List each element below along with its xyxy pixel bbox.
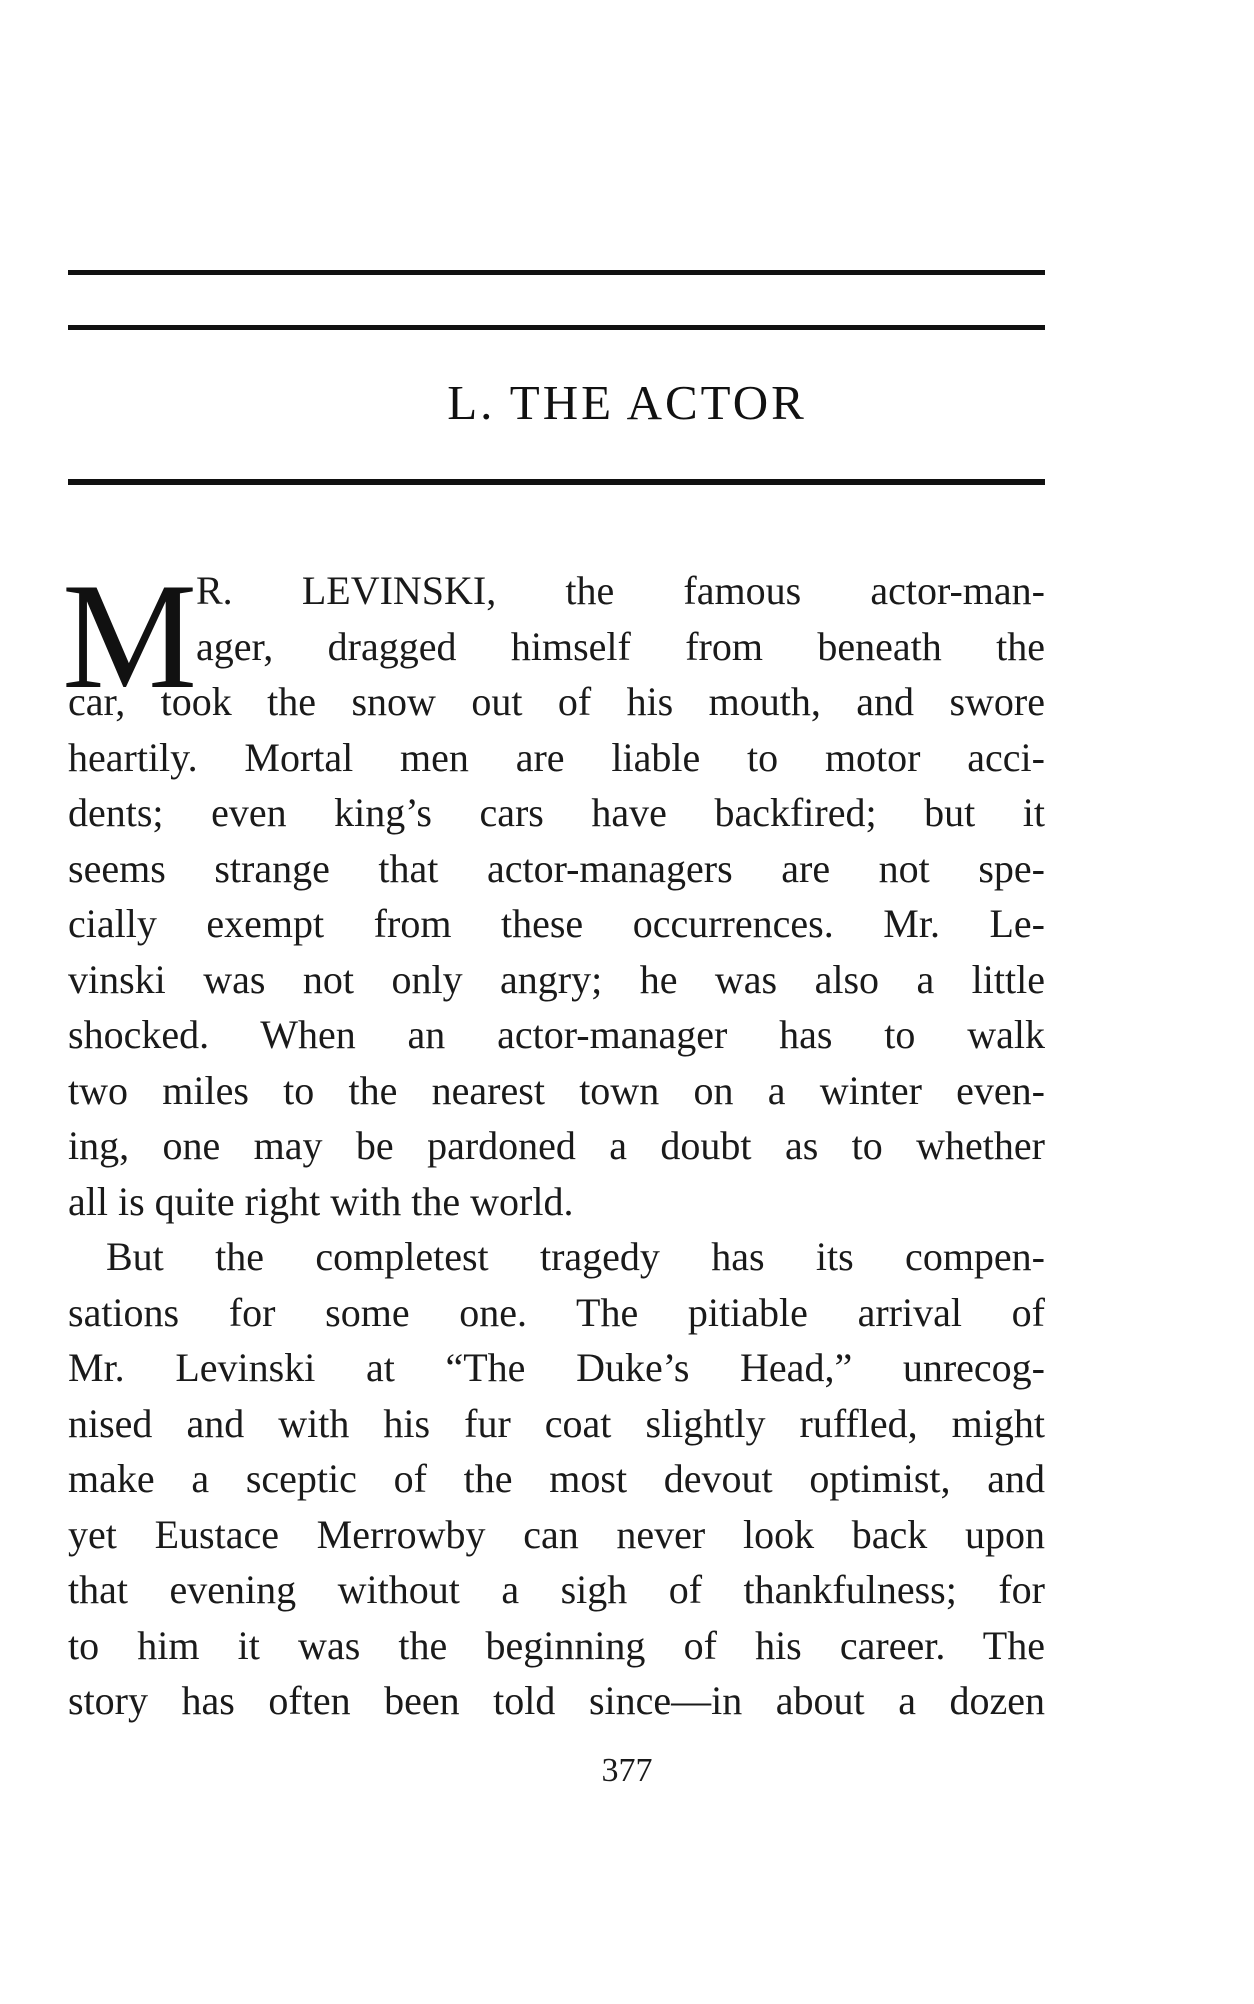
text-line: that evening without a sigh of thankfulness; for (68, 1567, 1045, 1612)
text-line: to him it was the beginning of his career. The (68, 1622, 1045, 1668)
header-rule-second (68, 325, 1045, 330)
text-line: shocked. When an actor-manager has to walk (68, 1012, 1045, 1057)
page-number: 377 (601, 1752, 653, 1789)
text-line: make a sceptic of the most devout optimist, and (68, 1456, 1045, 1501)
text-line: Mr. Levinski at “The Duke’s Head,” unrecog- (68, 1345, 1045, 1390)
text-line: yet Eustace Merrowby can never look back upon (68, 1511, 1045, 1557)
text-line: car, took the snow out of his mouth, and swore (68, 679, 1045, 724)
text-line: dents; even king’s cars have backfired; but it (68, 790, 1045, 835)
header-rule-bottom (68, 479, 1045, 485)
paragraph-1 (68, 563, 1045, 1229)
text-line: R. LEVINSKI, the famous actor-man- (196, 568, 1045, 613)
text-line: cially exempt from these occurrences. Mr. Le- (68, 901, 1045, 946)
text-line: two miles to the nearest town on a winter even- (68, 1067, 1045, 1113)
header-rule-top (68, 270, 1045, 275)
text-line: sations for some one. The pitiable arrival of (68, 1289, 1045, 1335)
body-text (68, 563, 1045, 1729)
text-line: nised and with his fur coat slightly ruffled, might (68, 1400, 1045, 1446)
text-line: seems strange that actor-managers are not spe- (68, 845, 1045, 891)
paragraph-2 (68, 1229, 1045, 1729)
drop-cap: M (62, 552, 198, 720)
text-line: But the completest tragedy has its compen- (106, 1234, 1045, 1279)
text-line: vinski was not only angry; he was also a little (68, 956, 1045, 1002)
chapter-title: L. THE ACTOR (447, 375, 807, 430)
text-line: story has often been told since—in about a dozen (68, 1678, 1045, 1723)
text-line: ing, one may be pardoned a doubt as to whether (68, 1123, 1045, 1168)
text-line: heartily. Mortal men are liable to motor acci- (68, 734, 1045, 780)
text-line: all is quite right with the world. (68, 1178, 574, 1224)
text-line: ager, dragged himself from beneath the (196, 623, 1045, 669)
